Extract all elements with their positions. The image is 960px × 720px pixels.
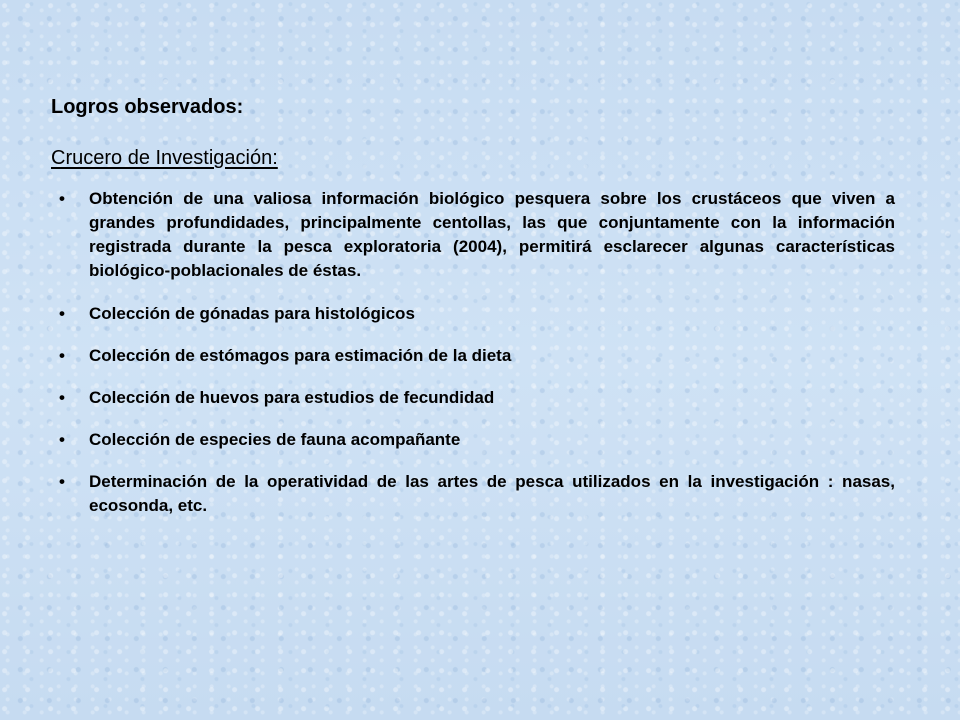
bullet-dot-icon: • [59, 430, 65, 449]
bullet-text: Colección de estómagos para estimación de la dieta [89, 346, 512, 365]
bullet-item [50, 344, 895, 368]
bullet-item [50, 470, 895, 518]
bullet-dot-icon: • [59, 472, 65, 491]
bullet-text: Determinación de la operatividad de las artes de pesca utilizados en la investigación : nasas, ecosonda, etc. [89, 472, 895, 515]
bullet-item [50, 428, 895, 452]
bullet-dot-icon: • [59, 388, 65, 407]
slide-title: Logros observados: [51, 96, 244, 118]
bullet-item [50, 302, 895, 326]
bullet-dot-icon: • [59, 304, 65, 323]
bullet-dot-icon: • [59, 346, 65, 365]
bullet-item [50, 386, 895, 410]
slide-subtitle: Crucero de Investigación: [51, 147, 278, 169]
bullet-text: Obtención de una valiosa información biológico pesquera sobre los crustáceos que viven a grandes profundidades, principalmente centollas, las que conjuntamente con la información registrada durante la pesca exploratoria (2004), permitirá esclarecer algunas características biológico-poblacionales de éstas. [89, 189, 895, 280]
bullet-text: Colección de especies de fauna acompañante [89, 430, 461, 449]
bullet-dot-icon: • [59, 189, 65, 208]
bullet-text: Colección de gónadas para histológicos [89, 304, 415, 323]
bullet-list [50, 187, 895, 536]
bullet-item [50, 187, 895, 283]
bullet-text: Colección de huevos para estudios de fecundidad [89, 388, 495, 407]
